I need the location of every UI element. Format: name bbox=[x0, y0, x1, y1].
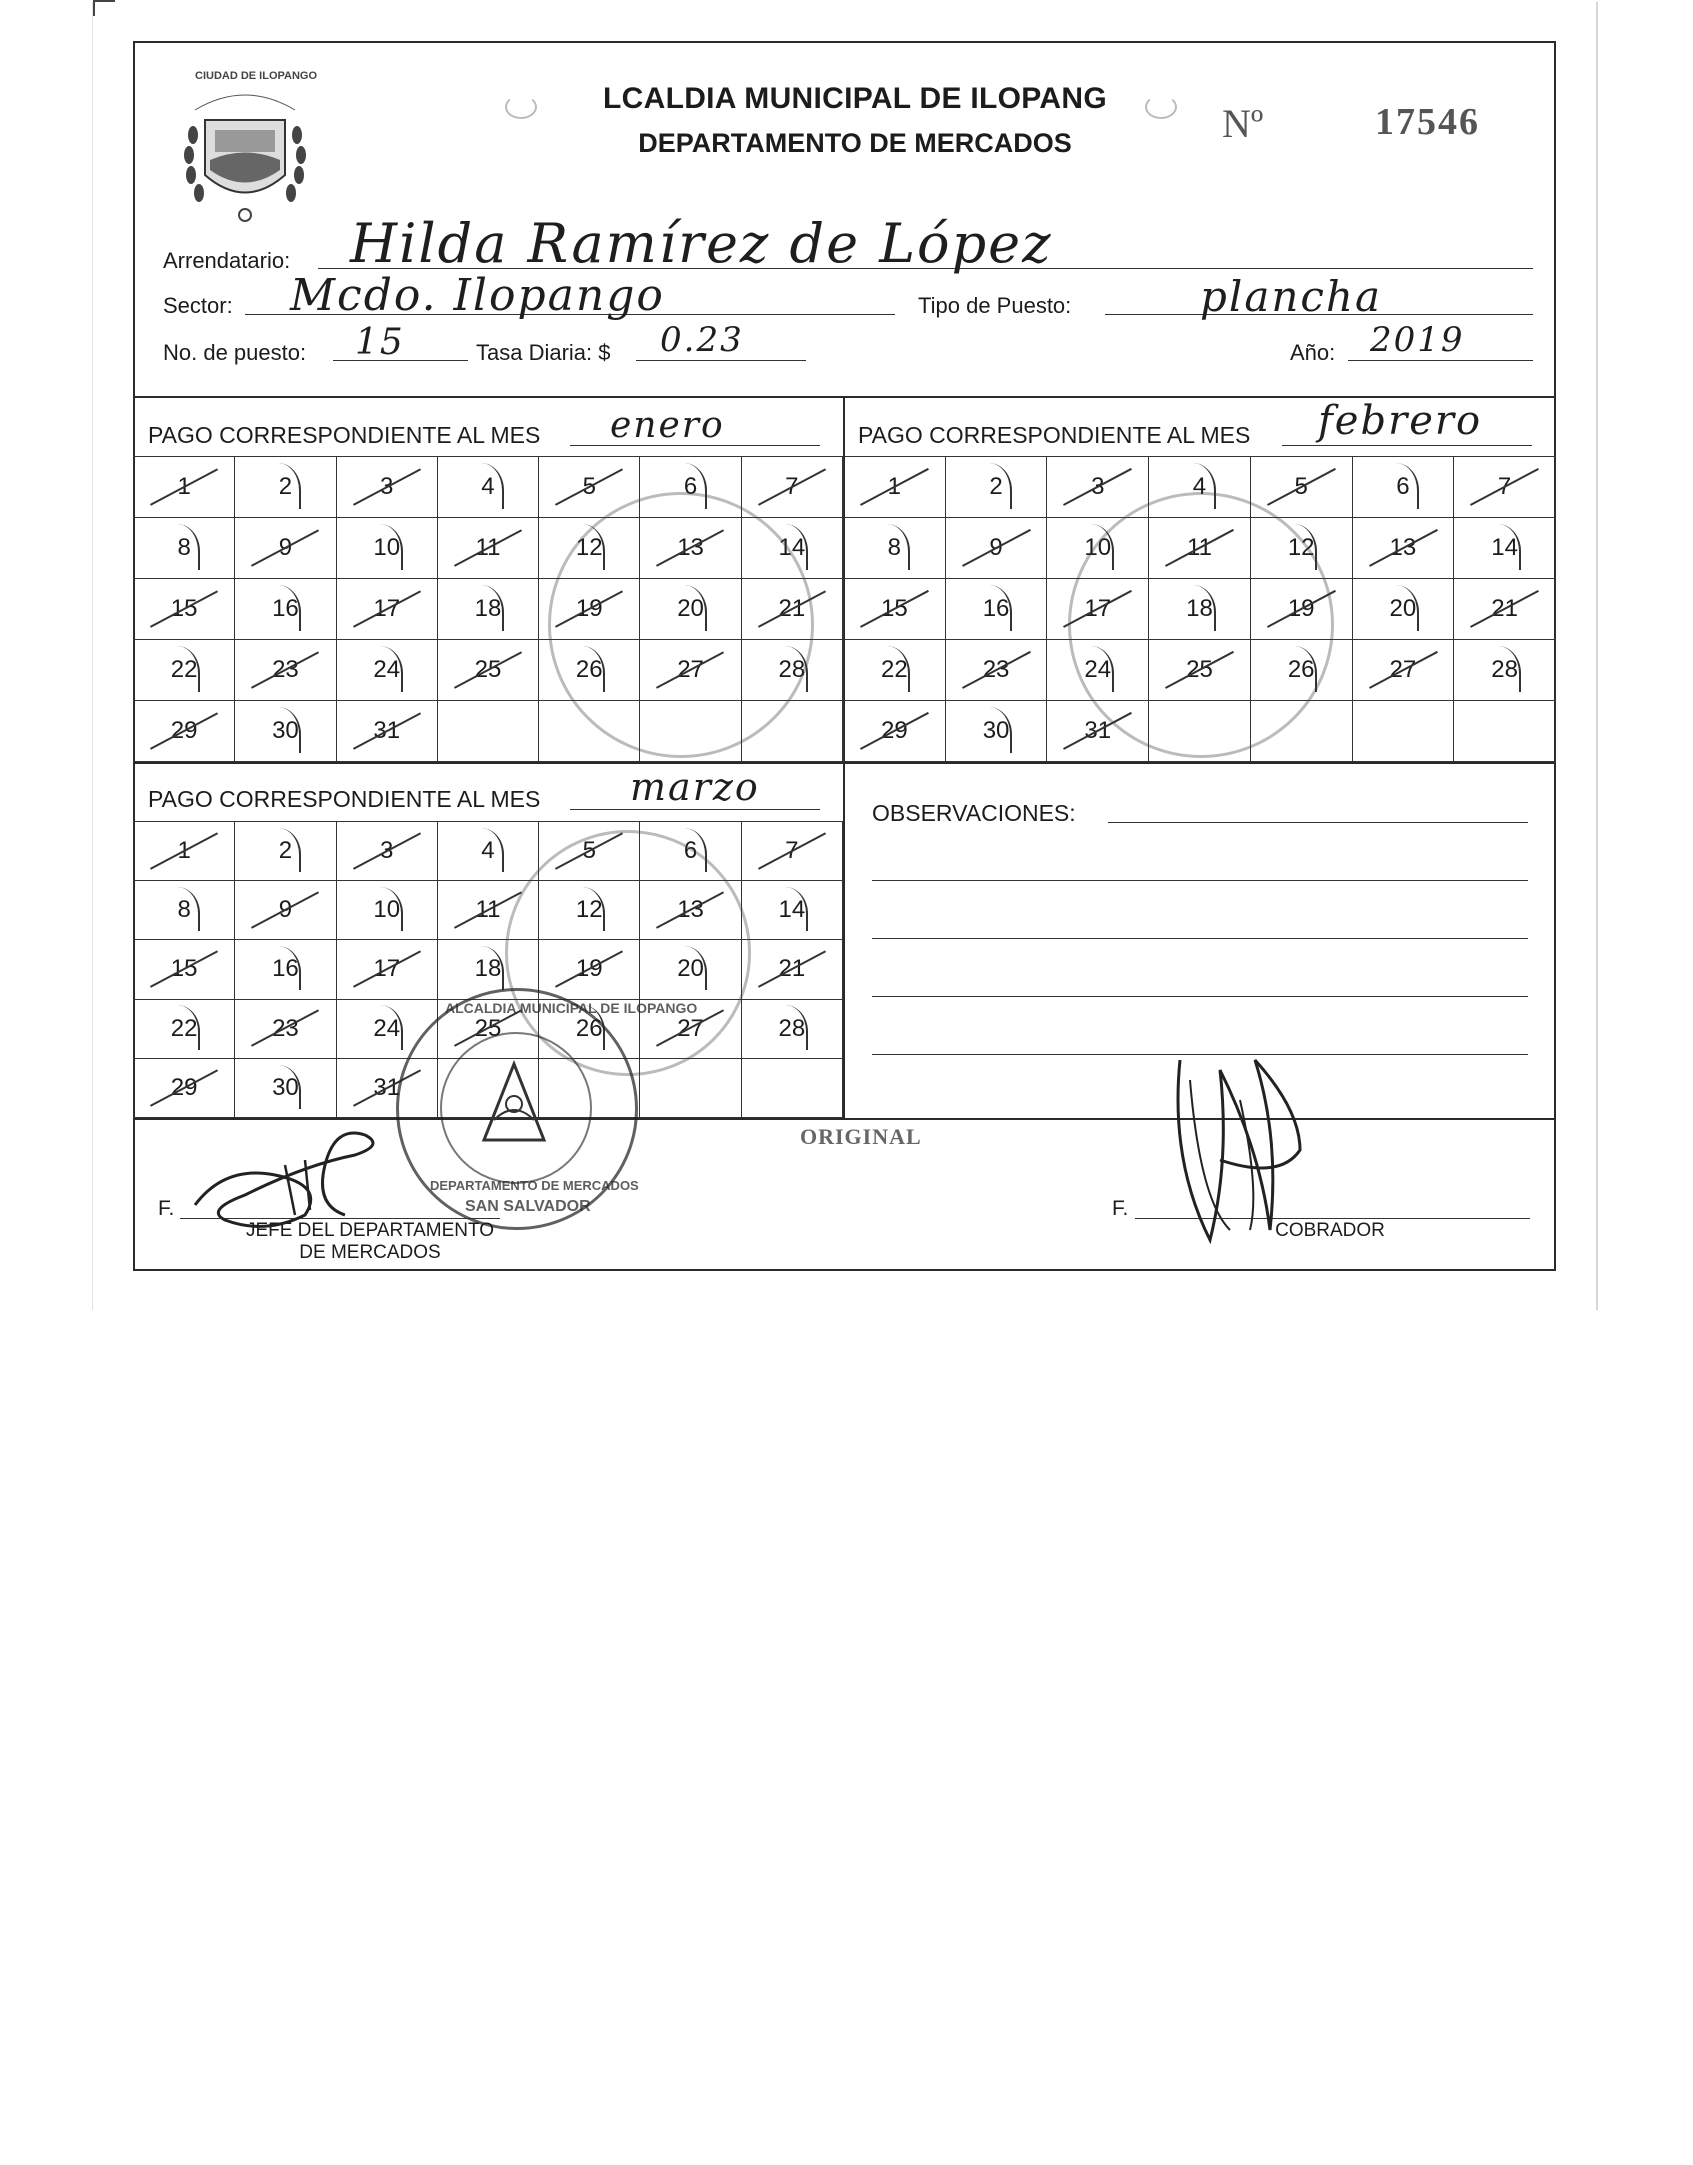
day-cell-marzo: 12 bbox=[539, 881, 640, 940]
day-cell-enero: 14 bbox=[741, 518, 842, 579]
payment-check-mark bbox=[454, 529, 522, 567]
payment-check-mark bbox=[1470, 468, 1539, 506]
obs-line-1 bbox=[1108, 822, 1528, 823]
day-cell-marzo: 30 bbox=[235, 1058, 336, 1117]
payment-check-mark bbox=[770, 887, 808, 931]
payment-check-mark bbox=[353, 832, 421, 870]
day-cell-enero bbox=[437, 701, 538, 762]
payment-check-mark bbox=[860, 712, 929, 750]
day-cell-enero: 21 bbox=[741, 579, 842, 640]
stamp-inner-text: DEPARTAMENTO DE MERCADOS bbox=[430, 1178, 639, 1193]
day-cell-febrero: 3 bbox=[1047, 457, 1149, 518]
day-cell-enero: 29 bbox=[134, 701, 235, 762]
stamp-ring-text: ALCALDIA MUNICIPAL DE ILOPANGO bbox=[445, 1000, 698, 1016]
payment-check-mark bbox=[758, 951, 826, 989]
payment-check-mark bbox=[962, 651, 1031, 689]
payment-check-mark bbox=[962, 529, 1031, 567]
month-label-marzo: PAGO CORRESPONDIENTE AL MES bbox=[148, 786, 541, 812]
arrendatario-label: Arrendatario: bbox=[163, 248, 291, 273]
corner-mark bbox=[93, 0, 115, 16]
day-cell-marzo: 26 bbox=[539, 999, 640, 1058]
day-cell-febrero: 2 bbox=[945, 457, 1047, 518]
day-cell-febrero: 14 bbox=[1454, 518, 1556, 579]
page-subtitle: DEPARTAMENTO DE MERCADOS bbox=[638, 128, 1072, 158]
day-cell-enero: 7 bbox=[741, 457, 842, 518]
payment-check-mark bbox=[466, 463, 504, 509]
day-cell-marzo: 2 bbox=[235, 822, 336, 881]
day-cell-marzo: 16 bbox=[235, 940, 336, 999]
day-cell-febrero bbox=[1352, 701, 1454, 762]
day-cell-enero: 8 bbox=[134, 518, 235, 579]
payment-check-mark bbox=[1470, 590, 1539, 628]
payment-check-mark bbox=[466, 585, 504, 631]
payment-check-mark bbox=[872, 646, 910, 692]
payment-check-mark bbox=[974, 707, 1012, 753]
puesto-value: 15 bbox=[355, 322, 405, 363]
day-cell-febrero: 25 bbox=[1149, 640, 1251, 701]
tipo-label: Tipo de Puesto: bbox=[918, 293, 1072, 318]
day-cell-febrero: 15 bbox=[844, 579, 946, 640]
obs-line-3 bbox=[872, 938, 1528, 939]
day-cell-enero: 23 bbox=[235, 640, 336, 701]
puesto-label: No. de puesto: bbox=[163, 340, 307, 365]
day-cell-febrero: 4 bbox=[1149, 457, 1251, 518]
calendar-row bbox=[134, 822, 843, 881]
day-cell-febrero: 10 bbox=[1047, 518, 1149, 579]
day-cell-marzo: 9 bbox=[235, 881, 336, 940]
month-label-enero: PAGO CORRESPONDIENTE AL MES bbox=[148, 422, 541, 448]
day-cell-febrero: 17 bbox=[1047, 579, 1149, 640]
jefe-label-1: JEFE DEL DEPARTAMENTO bbox=[245, 1220, 495, 1241]
month-value-marzo: marzo bbox=[630, 765, 760, 809]
payment-check-mark bbox=[454, 651, 522, 689]
stamp-bottom-text: SAN SALVADOR bbox=[465, 1198, 591, 1215]
day-cell-enero: 13 bbox=[640, 518, 741, 579]
payment-check-mark bbox=[263, 707, 301, 753]
payment-check-mark bbox=[162, 887, 200, 931]
day-cell-marzo: 20 bbox=[640, 940, 741, 999]
obs-line-4 bbox=[872, 996, 1528, 997]
payment-check-mark bbox=[150, 590, 218, 628]
day-cell-febrero: 7 bbox=[1454, 457, 1556, 518]
day-cell-marzo: 13 bbox=[640, 881, 741, 940]
day-cell-marzo: 7 bbox=[741, 822, 842, 881]
day-cell-enero: 30 bbox=[235, 701, 336, 762]
day-cell-enero: 31 bbox=[336, 701, 437, 762]
payment-check-mark bbox=[162, 646, 200, 692]
jefe-label-2: DE MERCADOS bbox=[299, 1242, 441, 1263]
anio-value: 2019 bbox=[1370, 320, 1465, 360]
day-cell-enero: 5 bbox=[539, 457, 640, 518]
day-cell-enero: 17 bbox=[336, 579, 437, 640]
day-cell-marzo: 5 bbox=[539, 822, 640, 881]
arrendatario-value: Hilda Ramírez de López bbox=[350, 212, 1053, 275]
day-cell-febrero: 8 bbox=[844, 518, 946, 579]
day-cell-marzo: 17 bbox=[336, 940, 437, 999]
payment-check-mark bbox=[263, 585, 301, 631]
payment-check-mark bbox=[1482, 646, 1520, 692]
payment-check-mark bbox=[1381, 463, 1419, 509]
day-cell-enero: 20 bbox=[640, 579, 741, 640]
day-cell-enero: 22 bbox=[134, 640, 235, 701]
tasa-label: Tasa Diaria: $ bbox=[476, 340, 611, 365]
divider-bottom bbox=[133, 1118, 1556, 1120]
day-cell-enero: 19 bbox=[539, 579, 640, 640]
payment-check-mark bbox=[251, 1010, 319, 1048]
payment-check-mark bbox=[365, 524, 403, 570]
payment-check-mark bbox=[263, 463, 301, 509]
obs-line-2 bbox=[872, 880, 1528, 881]
day-cell-febrero: 30 bbox=[945, 701, 1047, 762]
payment-check-mark bbox=[150, 832, 218, 870]
day-cell-febrero: 27 bbox=[1352, 640, 1454, 701]
payment-check-mark bbox=[1381, 585, 1419, 631]
day-cell-marzo: 27 bbox=[640, 999, 741, 1058]
payment-check-mark bbox=[974, 463, 1012, 509]
payment-check-mark bbox=[974, 585, 1012, 631]
day-cell-enero: 25 bbox=[437, 640, 538, 701]
day-cell-febrero: 23 bbox=[945, 640, 1047, 701]
stamp-emblem-icon bbox=[478, 1060, 550, 1152]
payment-check-mark bbox=[263, 946, 301, 990]
payment-check-mark bbox=[150, 712, 218, 750]
payment-check-mark bbox=[162, 524, 200, 570]
day-cell-febrero: 18 bbox=[1149, 579, 1251, 640]
payment-check-mark bbox=[758, 468, 826, 506]
day-cell-febrero: 26 bbox=[1250, 640, 1352, 701]
day-cell-febrero: 6 bbox=[1352, 457, 1454, 518]
day-cell-febrero: 16 bbox=[945, 579, 1047, 640]
day-cell-enero: 11 bbox=[437, 518, 538, 579]
day-cell-marzo: 3 bbox=[336, 822, 437, 881]
day-cell-enero: 3 bbox=[336, 457, 437, 518]
payment-check-mark bbox=[466, 946, 504, 990]
day-cell-enero: 1 bbox=[134, 457, 235, 518]
day-cell-marzo: 31 bbox=[336, 1058, 437, 1117]
day-cell-febrero bbox=[1454, 701, 1556, 762]
day-cell-enero: 2 bbox=[235, 457, 336, 518]
payment-check-mark bbox=[758, 832, 826, 870]
day-cell-marzo: 14 bbox=[741, 881, 842, 940]
month-label-febrero: PAGO CORRESPONDIENTE AL MES bbox=[858, 422, 1251, 448]
day-cell-febrero: 24 bbox=[1047, 640, 1149, 701]
payment-check-mark bbox=[263, 828, 301, 872]
day-cell-marzo: 25 bbox=[437, 999, 538, 1058]
day-cell-febrero: 22 bbox=[844, 640, 946, 701]
day-cell-marzo: 22 bbox=[134, 999, 235, 1058]
day-cell-marzo: 11 bbox=[437, 881, 538, 940]
day-cell-febrero: 19 bbox=[1250, 579, 1352, 640]
payment-check-mark bbox=[263, 1065, 301, 1109]
anio-line bbox=[1348, 360, 1533, 361]
day-cell-enero: 18 bbox=[437, 579, 538, 640]
sector-label: Sector: bbox=[163, 293, 233, 318]
day-cell-marzo: 10 bbox=[336, 881, 437, 940]
payment-check-mark bbox=[150, 951, 218, 989]
day-cell-enero: 4 bbox=[437, 457, 538, 518]
sector-value: Mcdo. Ilopango bbox=[290, 270, 665, 321]
day-cell-marzo bbox=[741, 1058, 842, 1117]
payment-check-mark bbox=[365, 1005, 403, 1049]
payment-check-mark bbox=[860, 468, 929, 506]
payment-check-mark bbox=[365, 646, 403, 692]
page-title: LCALDIA MUNICIPAL DE ILOPANG bbox=[603, 82, 1107, 115]
payment-check-mark bbox=[353, 951, 421, 989]
day-cell-febrero: 28 bbox=[1454, 640, 1556, 701]
day-cell-marzo: 21 bbox=[741, 940, 842, 999]
day-cell-marzo: 23 bbox=[235, 999, 336, 1058]
month-line-febrero bbox=[1282, 445, 1532, 446]
municipal-crest-icon bbox=[175, 75, 315, 230]
signature-jefe bbox=[185, 1125, 395, 1235]
payment-check-mark bbox=[353, 468, 421, 506]
payment-check-mark bbox=[1063, 468, 1132, 506]
signature-cobrador bbox=[1160, 1040, 1320, 1250]
tipo-value: plancha bbox=[1200, 272, 1383, 321]
day-cell-enero: 9 bbox=[235, 518, 336, 579]
day-cell-marzo: 4 bbox=[437, 822, 538, 881]
payment-check-mark bbox=[251, 529, 319, 567]
tasa-value: 0.23 bbox=[660, 320, 744, 360]
f-right: F. bbox=[1112, 1197, 1129, 1220]
day-cell-febrero: 11 bbox=[1149, 518, 1251, 579]
day-cell-febrero: 13 bbox=[1352, 518, 1454, 579]
month-value-enero: enero bbox=[610, 405, 725, 446]
payment-check-mark bbox=[466, 828, 504, 872]
day-cell-marzo: 19 bbox=[539, 940, 640, 999]
day-cell-febrero: 31 bbox=[1047, 701, 1149, 762]
day-cell-marzo: 1 bbox=[134, 822, 235, 881]
cobrador-label: COBRADOR bbox=[1275, 1220, 1385, 1241]
day-cell-febrero: 21 bbox=[1454, 579, 1556, 640]
tasa-line bbox=[636, 360, 806, 361]
payment-check-mark bbox=[860, 590, 929, 628]
payment-check-mark bbox=[162, 1005, 200, 1049]
payment-check-mark bbox=[150, 468, 218, 506]
crest-text: CIUDAD DE ILOPANGO bbox=[195, 70, 318, 82]
payment-check-mark bbox=[1369, 651, 1438, 689]
day-cell-enero: 16 bbox=[235, 579, 336, 640]
payment-check-mark bbox=[353, 590, 421, 628]
day-cell-febrero: 9 bbox=[945, 518, 1047, 579]
day-cell-enero: 27 bbox=[640, 640, 741, 701]
day-cell-marzo: 24 bbox=[336, 999, 437, 1058]
payment-check-mark bbox=[353, 712, 421, 750]
day-cell-marzo: 15 bbox=[134, 940, 235, 999]
payment-check-mark bbox=[251, 891, 319, 929]
day-cell-enero: 24 bbox=[336, 640, 437, 701]
day-cell-marzo: 29 bbox=[134, 1058, 235, 1117]
month-value-febrero: febrero bbox=[1318, 398, 1483, 444]
day-cell-enero: 6 bbox=[640, 457, 741, 518]
payment-check-mark bbox=[555, 468, 623, 506]
day-cell-enero: 12 bbox=[539, 518, 640, 579]
payment-check-mark bbox=[1482, 524, 1520, 570]
day-cell-febrero: 29 bbox=[844, 701, 946, 762]
original-mark: ORIGINAL bbox=[800, 1124, 922, 1149]
day-cell-febrero: 1 bbox=[844, 457, 946, 518]
stamp-faded-febrero bbox=[1068, 492, 1334, 758]
serial-number: 17546 bbox=[1375, 101, 1480, 143]
payment-check-mark bbox=[251, 651, 319, 689]
day-cell-enero: 10 bbox=[336, 518, 437, 579]
payment-check-mark bbox=[150, 1069, 218, 1107]
month-line-marzo bbox=[570, 809, 820, 810]
anio-label: Año: bbox=[1290, 340, 1336, 365]
payment-check-mark bbox=[770, 1005, 808, 1049]
payment-check-mark bbox=[872, 524, 910, 570]
day-cell-marzo: 6 bbox=[640, 822, 741, 881]
day-cell-febrero: 12 bbox=[1250, 518, 1352, 579]
day-cell-marzo: 8 bbox=[134, 881, 235, 940]
payment-check-mark bbox=[1267, 468, 1336, 506]
day-cell-enero: 15 bbox=[134, 579, 235, 640]
divider-mid bbox=[133, 762, 1556, 764]
payment-check-mark bbox=[365, 887, 403, 931]
day-cell-febrero: 20 bbox=[1352, 579, 1454, 640]
observaciones-label: OBSERVACIONES: bbox=[872, 800, 1076, 826]
day-cell-enero: 26 bbox=[539, 640, 640, 701]
payment-check-mark bbox=[1369, 529, 1438, 567]
f-left: F. bbox=[158, 1197, 175, 1220]
number-label: Nº bbox=[1222, 101, 1264, 146]
day-cell-enero: 28 bbox=[741, 640, 842, 701]
day-cell-marzo: 28 bbox=[741, 999, 842, 1058]
day-cell-marzo: 18 bbox=[437, 940, 538, 999]
day-cell-febrero: 5 bbox=[1250, 457, 1352, 518]
stamp-faded-enero bbox=[548, 492, 814, 758]
